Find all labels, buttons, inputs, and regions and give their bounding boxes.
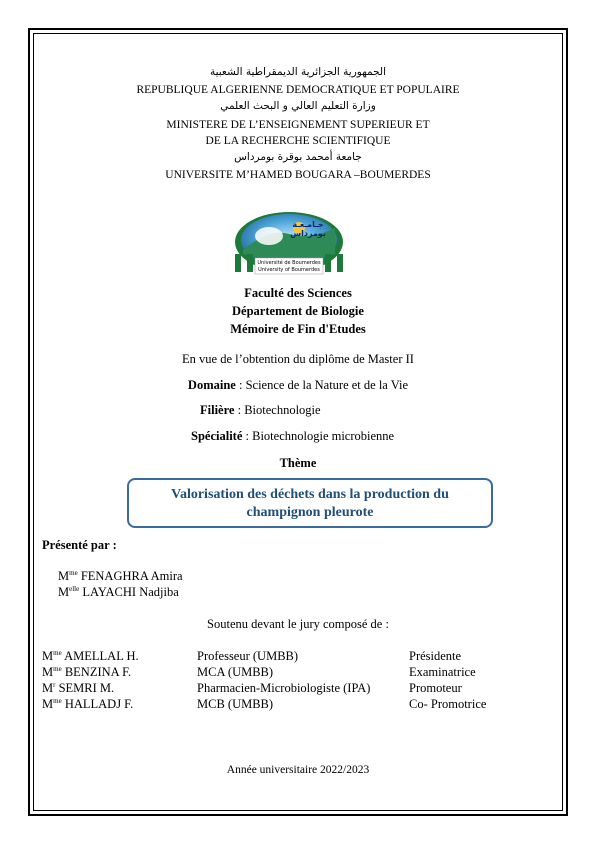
specialite-line (191, 429, 394, 444)
university-line: UNIVERSITE M’HAMED BOUGARA –BOUMERDES (165, 169, 431, 181)
memoire-title: Mémoire de Fin d'Etudes (230, 322, 366, 336)
jury-grade: Pharmacien-Microbiologiste (IPA) (197, 681, 371, 695)
domaine-label: Domaine (187, 378, 236, 392)
jury-role: Examinatrice (409, 665, 476, 679)
jury-grade: MCA (UMBB) (197, 665, 274, 679)
jury-name: $M^{me}$ BENZINA F. (42, 664, 132, 679)
logo-arabic-text: جـامـعـة بومرداس (290, 220, 326, 238)
soutenu-line: Soutenu devant le jury composé de : (207, 617, 389, 631)
logo-caption-2: University of Boumerdes (258, 267, 320, 273)
faculty-title: Faculté des Sciences (244, 286, 352, 300)
jury-grade: Professeur (UMBB) (197, 649, 299, 663)
jury-role: Présidente (409, 649, 462, 663)
presente-par: Présenté par : (42, 538, 117, 552)
theme-title-line-2: champignon pleurote (246, 505, 374, 520)
ministry-line-2: DE LA RECHERCHE SCIENTIFIQUE (205, 135, 391, 147)
theme-box (127, 478, 493, 528)
jury-name: $M^{me}$ AMELLAL H. (42, 648, 139, 663)
university-logo (229, 210, 349, 280)
theme-label: Thème (279, 456, 317, 470)
jury-grade: MCB (UMBB) (197, 697, 274, 711)
jury-role: Promoteur (409, 681, 462, 695)
ministry-line-1: MINISTERE DE L’ENSEIGNEMENT SUPERIEUR ET (166, 119, 430, 131)
department-title: Département de Biologie (232, 304, 364, 318)
theme-title-line-1: Valorisation des déchets dans la production du (171, 487, 449, 502)
filiere-value: : Biotechnologie (234, 403, 321, 417)
arabic-university: جامعة أمحمد بوقرة بومرداس (234, 151, 362, 163)
student-2: $M^{elle}$ LAYACHI Nadjiba (58, 584, 179, 599)
logo-caption-1: Université de Boumerdes (257, 260, 321, 266)
specialite-label: Spécialité (191, 429, 243, 443)
filiere-label: Filière (200, 403, 235, 417)
filiere-line (200, 403, 321, 418)
republic-line: REPUBLIQUE ALGERIENNE DEMOCRATIQUE ET POPULAIRE (136, 84, 460, 96)
jury-name: $M^r$ SEMRI M. (42, 680, 115, 695)
jury-name: $M^{me}$ HALLADJ F. (42, 696, 134, 711)
annee-universitaire: Année universitaire 2022/2023 (226, 764, 370, 776)
jury-role: Co- Promotrice (409, 697, 487, 711)
arabic-ministry: وزارة التعليم العالي و البحث العلمي (220, 100, 376, 112)
specialite-value: : Biotechnologie microbienne (242, 429, 395, 443)
obtention-line: En vue de l’obtention du diplôme de Master II (182, 352, 414, 366)
arabic-republic: الجمهورية الجزائرية الديمقراطية الشعبية (209, 66, 387, 78)
domaine-line (0, 378, 596, 393)
domaine-value: : Science de la Nature et de la Vie (235, 378, 409, 392)
student-1: $M^{me}$ FENAGHRA Amira (58, 568, 183, 583)
